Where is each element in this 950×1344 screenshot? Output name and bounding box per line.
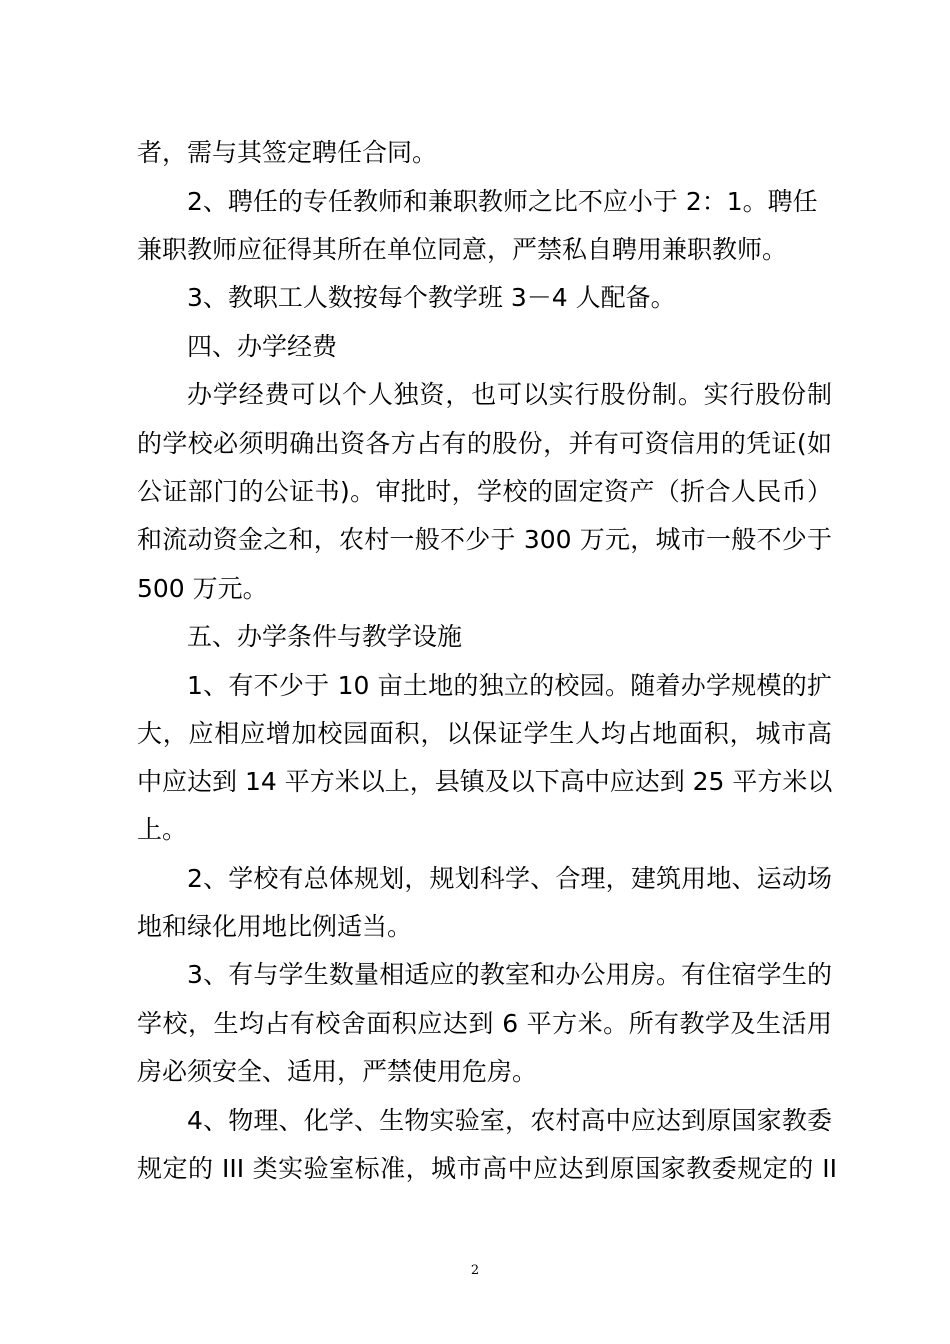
section-heading: 四、办学经费 <box>187 332 338 361</box>
text-line: 大，应相应增加校园面积，以保证学生人均占地面积，城市高 <box>137 719 832 748</box>
text-line: 4、物理、化学、生物实验室，农村高中应达到原国家教委 <box>187 1106 832 1135</box>
text-line: 地和绿化用地比例适当。 <box>137 912 413 941</box>
text-line: 2、聘任的专任教师和兼职教师之比不应小于 2：1。聘任 <box>187 187 818 216</box>
text-line: 1、有不少于 10 亩土地的独立的校园。随着办学规模的扩 <box>187 671 832 700</box>
text-line: 500 万元。 <box>137 574 268 603</box>
text-line: 3、有与学生数量相适应的教室和办公用房。有住宿学生的 <box>187 960 832 989</box>
text-line: 和流动资金之和，农村一般不少于 300 万元，城市一般不少于 <box>137 525 832 554</box>
text-line: 办学经费可以个人独资，也可以实行股份制。实行股份制 <box>187 380 832 409</box>
text-line: 2、学校有总体规划，规划科学、合理，建筑用地、运动场 <box>187 864 832 893</box>
text-line: 中应达到 14 平方米以上，县镇及以下高中应达到 25 平方米以 <box>137 767 833 796</box>
text-line: 上。 <box>137 815 188 844</box>
text-line: 3、教职工人数按每个教学班 3－4 人配备。 <box>187 283 676 312</box>
text-line: 的学校必须明确出资各方占有的股份，并有可资信用的凭证(如 <box>137 429 832 458</box>
text-line: 兼职教师应征得其所在单位同意，严禁私自聘用兼职教师。 <box>137 235 788 264</box>
text-line: 房必须安全、适用，严禁使用危房。 <box>137 1057 538 1086</box>
section-heading: 五、办学条件与教学设施 <box>187 622 463 651</box>
text-line: 公证部门的公证书)。审批时，学校的固定资产（折合人民币） <box>137 477 832 506</box>
text-line: 学校，生均占有校舍面积应达到 6 平方米。所有教学及生活用 <box>137 1009 832 1038</box>
text-line: 规定的 III 类实验室标准，城市高中应达到原国家教委规定的 II <box>137 1154 837 1183</box>
page-number: 2 <box>470 1263 480 1278</box>
text-line: 者，需与其签定聘任合同。 <box>137 138 438 167</box>
